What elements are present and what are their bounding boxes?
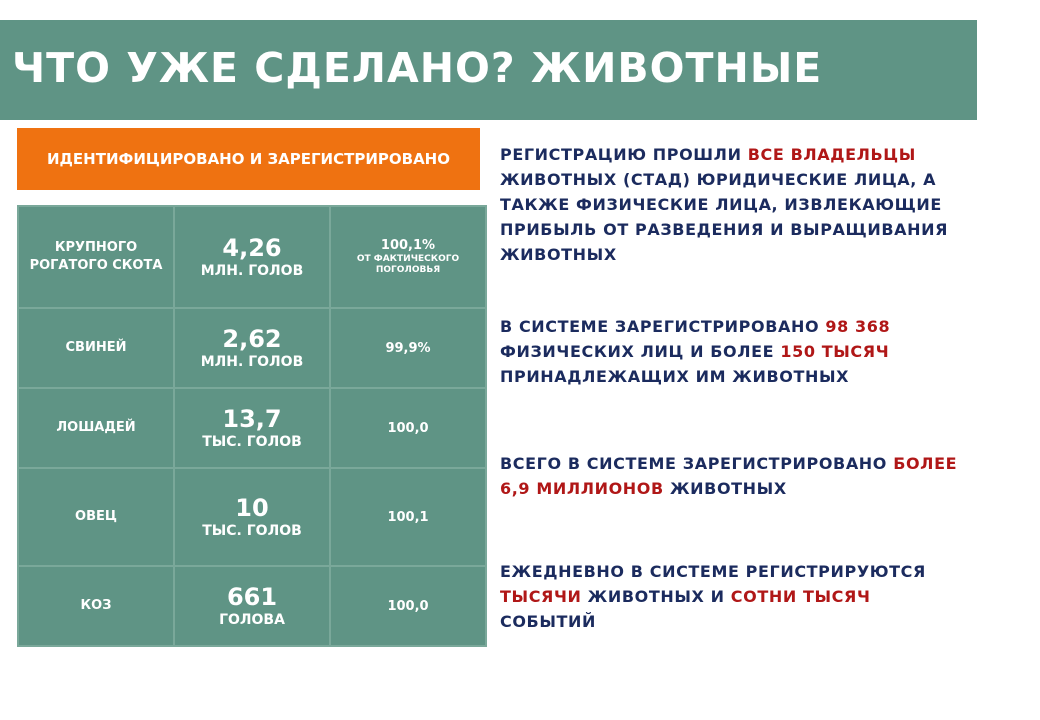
table-row [18,468,486,566]
count-cell [174,308,330,388]
count-cell [174,566,330,646]
percent-cell: 100,1 [330,468,486,566]
animal-name-cell: КРУПНОГО РОГАТОГО СКОТА [18,206,174,308]
fact-text: СОБЫТИЙ [500,612,597,631]
fact-highlight: ТЫСЯЧИ [500,587,582,606]
count-value: 13,7 [222,405,282,433]
table-row [18,566,486,646]
fact-highlight: СОТНИ ТЫСЯЧ [730,587,871,606]
table-row [18,308,486,388]
count-cell [174,388,330,468]
count-value: 661 [226,583,278,611]
fact-daily-registrations [500,559,970,634]
fact-owners-registered [500,142,970,267]
count-unit: ТЫС. ГОЛОВ [202,523,302,539]
count-unit: МЛН. ГОЛОВ [200,354,304,370]
percent-cell [330,206,486,308]
count-unit: МЛН. ГОЛОВ [200,263,304,279]
percent-cell: 100,0 [330,566,486,646]
animal-name-cell: КОЗ [18,566,174,646]
fact-text: РЕГИСТРАЦИЮ ПРОШЛИ [500,145,748,164]
animal-name-cell: ОВЕЦ [18,468,174,566]
count-value: 10 [235,494,269,522]
fact-highlight: 98 368 [825,317,891,336]
count-unit: ГОЛОВА [219,612,285,628]
fact-individuals-registered [500,314,970,389]
fact-text: ПРИНАДЛЕЖАЩИХ ИМ ЖИВОТНЫХ [500,367,850,386]
page-title: ЧТО УЖЕ СДЕЛАНО? ЖИВОТНЫЕ [12,44,823,92]
fact-text: В СИСТЕМЕ ЗАРЕГИСТРИРОВАНО [500,317,826,336]
count-cell [174,468,330,566]
count-cell [174,206,330,308]
table-row [18,206,486,308]
percent-note: ОТ ФАКТИЧЕСКОГО ПОГОЛОВЬЯ [356,254,460,275]
fact-text: ЕЖЕДНЕВНО В СИСТЕМЕ РЕГИСТРИРУЮТСЯ [500,562,926,581]
percent-value: 100,1% [380,238,436,253]
percent-cell: 100,0 [330,388,486,468]
table-row [18,388,486,468]
fact-text: ЖИВОТНЫХ И [581,587,731,606]
fact-highlight: ВСЕ ВЛАДЕЛЬЦЫ [747,145,916,164]
fact-total-animals [500,451,970,501]
fact-text: ЖИВОТНЫХ [663,479,787,498]
fact-text: ВСЕГО В СИСТЕМЕ ЗАРЕГИСТРИРОВАНО [500,454,894,473]
count-value: 2,62 [222,325,282,353]
fact-highlight: БОЛЕЕ 6,9 МИЛЛИОНОВ [500,454,958,498]
identified-banner: ИДЕНТИФИЦИРОВАНО И ЗАРЕГИСТРИРОВАНО [17,128,480,190]
fact-highlight: 150 ТЫСЯЧ [780,342,890,361]
count-value: 4,26 [222,234,282,262]
animal-stats-table [17,205,487,647]
animal-name-cell: ЛОШАДЕЙ [18,388,174,468]
fact-text: ЖИВОТНЫХ (СТАД) ЮРИДИЧЕСКИЕ ЛИЦА, А ТАКЖЕ ФИЗИЧЕСКИЕ ЛИЦА, ИЗВЛЕКАЮЩИЕ ПРИБЫЛЬ ОТ РАЗВЕДЕНИЯ И ВЫРАЩИВАНИЯ ЖИВОТНЫХ [500,170,948,264]
percent-cell: 99,9% [330,308,486,388]
animal-name-cell: СВИНЕЙ [18,308,174,388]
fact-text: ФИЗИЧЕСКИХ ЛИЦ И БОЛЕЕ [500,342,781,361]
count-unit: ТЫС. ГОЛОВ [202,434,302,450]
